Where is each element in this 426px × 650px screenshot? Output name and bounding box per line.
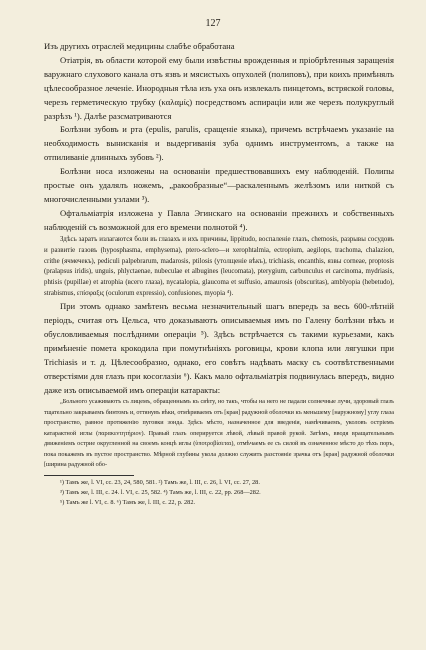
- footnote-divider: [44, 475, 134, 476]
- page-number: 127: [205, 18, 221, 29]
- small-print-paragraph: Здѣсь заратъ излагаются боли въ глазахъ и ихъ причины, lippitudo, воспаленіе глазъ, chemosis, разрывы сосудовъ и развитіе газовъ (hyposphasma, emphysema), ptero-sclero—и xerophtalmia, ectropium, aegilops, trachoma, chalazion, crithe (ячмечекъ), pediculi palpebrarum, madarosis, ptilosis (утолщеніе вѣкъ), trichiasis, encanthis, язвы corneae, proptosis (pralapsus iridis), unguis, phlyctaenae, nubeculae et albugines (leucomata), pterygium, carbunculus et carcinoma, mydriasis, phtisis (pupillae) et atrophia (всего глаза), nycatalopia, glaucoma et suffusio, amaurosis (obscuritas), amblyopia (hebetudo), strabismus, επίσφαξις (oculorum expressio), confusiones, myopia ⁴).: [44, 235, 394, 298]
- page-body: [44, 40, 394, 508]
- paragraph: Изъ другихъ отраслей медицины слабѣе обработана: [44, 41, 235, 51]
- footnote: ¹) Тамъ же, l. VI, cc. 23, 24, 580, 581. ²) Тамъ же, l. III, c. 26, l. VI, cc. 27, 28.: [60, 478, 260, 486]
- paragraph-otiatria: Отіатрія, въ области которой ему были извѣстны врожденныя и пріобрѣтенныя заращенія варужнаго слухового канала отъ язвъ и мясистыхъ опухолей (полиповъ), при коихъ примѣнялъ цѣлесообразное леченіе. Инородныя тѣла изъ уха онъ извлекалъ пинцетомъ, встряской головы, черезъ герметическую трубку (καλαμίς) посредствомъ аспираціи или же черезъ полукруглый разрѣзъ ¹). Далѣе разсматриваются: [44, 54, 394, 121]
- paragraph-teeth: Болѣзни зубовъ и рта (epulis, parulis, сращеніе языка), причемъ встрѣчаемъ указаніе на необходимость вынисканія и выдергиванія зуба однимъ инструментомъ, а также на отпиливаніе длинныхъ зубовъ ²).: [44, 124, 394, 163]
- quote-paragraph: „Больного усаживаютъ съ лицемъ, обращеннымъ къ свѣту, но такъ, чтобы на него не падали солнечные лучи, здоровый глазъ тщательно закрываемъ бинтомъ и, оттянувъ вѣки, отмѣриваемъ отъ [края] радужной оболочки къ меньшему [наружному] углу глаза пространство, равное протяженію пуговки зонда. Здѣсь мѣсто, назначенное для введенія, намѣчиваемъ, уколовъ остріемъ катарактной иглы (παρακεντητήριον). Правый глазъ оперируется лѣвой, лѣвый правой рукой. Затѣмъ, вводя вращательнымъ движеніемъ острие округленной на своемъ концѣ иглы (ὑποτροβίσεται), отмѣчаемъ ее съ силой въ означенное мѣсто до тѣхъ поръ, пока покажемъ въ пустое пространство. Мѣрной глубины укола должно служить разстояніе зрачка отъ [края] радужной оболочки [ширина радужной обо-: [44, 398, 394, 469]
- paragraph-ophthalmiatria: Офтальміатрія изложена у Павла Эгинскаго на основаніи прежнихъ и собственныхъ наблюденій съ возможной для его времени полнотой ⁴).: [44, 207, 394, 232]
- footnote: ⁵) Тамъ же l. VI, c. 8. ⁶) Тамъ же, l. III, c. 22, p. 282.: [60, 498, 196, 506]
- paragraph-cataract-intro: При этомъ однако замѣтенъ весьма незначительный шагъ впередъ за весь 600-лѣтній періодъ, считая отъ Цельса, что доказываютъ описываемыя имъ по Галену болѣзни вѣкъ и обусловливаемыя послѣдними операціи ⁵). Здѣсь встрѣчается съ такими курьезами, какъ примѣненіе помета крокодила при помутнѣніяхъ роговицы, крови клопа или лягушки при Trichiasis и т. д. Цѣлесообразно, однако, его совѣтъ надѣвать маску съ соотвѣтственными отверстіями для глазъ при косоглазіи ⁶). Какъ мало офтальміатрія подвинулась впередъ, видно даже изъ описываемой имъ операціи катаракты:: [44, 301, 394, 395]
- footnote: ³) Тамъ же, l. III, c. 24. l. VI, c. 25, 582. ⁴) Тамъ же, l. III, c. 22, pp. 268—282.: [60, 488, 261, 496]
- paragraph-nose: Болѣзни носа изложены на основаніи предшествовавшихъ ему наблюденій. Полипы простые онъ удалялъ ножемъ, „ракообразные“—раскаленнымъ желѣзомъ или ниткой съ многочисленными узлами ³).: [44, 166, 394, 204]
